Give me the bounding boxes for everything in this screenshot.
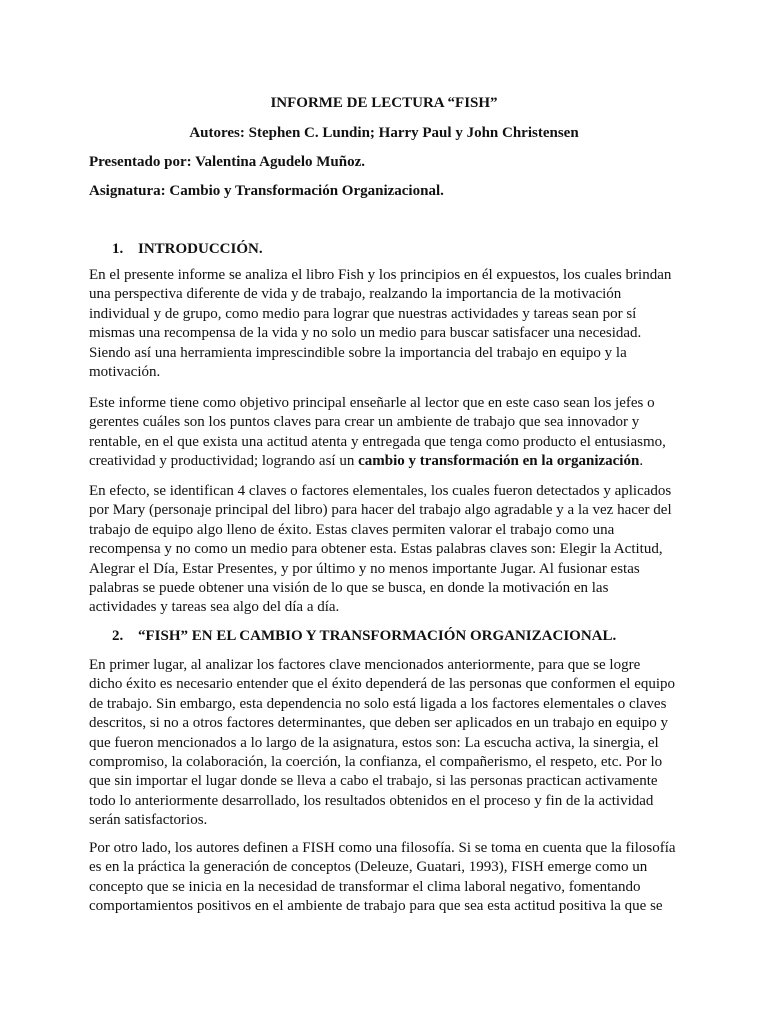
document-title: INFORME DE LECTURA “FISH”	[270, 95, 498, 111]
section-title: INTRODUCCIÓN.	[138, 241, 263, 257]
paragraph-line: concepto que se inicia en la necesidad de transformar el clima laboral negativo, fomentando	[89, 878, 641, 895]
paragraph	[89, 394, 679, 472]
section-title: “FISH” EN EL CAMBIO Y TRANSFORMACIÓN ORGANIZACIONAL.	[138, 628, 617, 644]
paragraph-line: descritos, si no a otros factores determinantes, que deben ser aplicados en un trabajo en equipo y	[89, 715, 668, 732]
paragraph	[89, 266, 679, 382]
paragraph-line-mixed	[89, 452, 679, 471]
paragraph-line: una perspectiva diferente de vida y de trabajo, realzando la importancia de la motivación	[89, 286, 622, 303]
presented-by-line: Presentado por: Valentina Agudelo Muñoz.	[89, 154, 365, 170]
section-number: 2.	[112, 628, 124, 644]
paragraph-line: recompensa y no como un medio para obtener esta. Estas palabras claves son: Elegir la Actitud,	[89, 541, 663, 558]
paragraph-line: que sin importar el lugar donde se lleva a cabo el trabajo, si las personas practican activamente	[89, 773, 658, 790]
paragraph-line: es en la práctica la generación de conceptos (Deleuze, Guatari, 1993), FISH emerge como un	[89, 859, 648, 876]
paragraph-line: palabras se puede obtener una visión de lo que se busca, en donde la motivación en las	[89, 579, 609, 596]
line-text: creatividad y productividad; logrando así un	[89, 453, 359, 470]
bold-emphasis: cambio y transformación en la organización	[358, 453, 640, 470]
paragraph-line: de trabajo. Sin embargo, esta dependencia no solo está ligada a los factores elementales o claves	[89, 695, 667, 712]
paragraph	[89, 839, 679, 917]
paragraph-line: gerentes cuáles son los puntos claves para crear un ambiente de trabajo que sea innovador y	[89, 414, 640, 431]
subject-line: Asignatura: Cambio y Transformación Organizacional.	[89, 183, 444, 199]
section-heading-fish	[112, 627, 616, 646]
paragraph-line: En el presente informe se analiza el libro Fish y los principios en él expuestos, los cuales brindan	[89, 267, 672, 283]
paragraph-line: serán satisfactorios.	[89, 812, 208, 829]
paragraph-line: comportamientos positivos en el ambiente de trabajo para que sea esta actitud positiva la que se	[89, 898, 663, 915]
paragraph-line: mismas una recompensa de la vida y no solo un medio para buscar satisfacer una necesidad.	[89, 325, 642, 342]
paragraph-line: Alegrar el Día, Estar Presentes, y por último y no menos importante Jugar. Al fusionar estas	[89, 560, 640, 577]
paragraph-line: dicho éxito es necesario entender que el éxito dependerá de las personas que conformen el equipo	[89, 676, 676, 693]
paragraph-line: individual y de grupo, como medio para lograr que nuestras actividades y tareas sean por sí	[89, 305, 637, 322]
paragraph-line: actividades y tareas sea algo del día a día.	[89, 599, 340, 616]
paragraph-line: por Mary (personaje principal del libro) para hacer del trabajo algo agradable y a la vez hacer del	[89, 502, 672, 519]
paragraph-line: trabajo de equipo algo lleno de éxito. Estas claves permiten valorar el trabajo como una	[89, 521, 615, 538]
paragraph-line: todo lo anteriormente desarrollado, los resultados obtenidos en el proceso y fin de la actividad	[89, 792, 654, 809]
paragraph-line: Este informe tiene como objetivo principal enseñarle al lector que en este caso sean los jefes o	[89, 395, 655, 411]
paragraph-line: compromiso, la colaboración, la coerción, la confianza, el compañerismo, el respeto, etc. Por lo	[89, 753, 663, 770]
paragraph-line: motivación.	[89, 363, 161, 380]
line-text: .	[639, 453, 644, 470]
paragraph-line: rentable, en el que exista una actitud atenta y entregada que tenga como producto el entusiasmo,	[89, 433, 666, 450]
paragraph	[89, 482, 679, 618]
paragraph	[89, 656, 679, 831]
paragraph-line: Por otro lado, los autores definen a FISH como una filosofía. Si se toma en cuenta que la filosofía	[89, 840, 676, 856]
paragraph-line: Siendo así una herramienta imprescindible sobre la importancia del trabajo en equipo y la	[89, 344, 627, 361]
paragraph-line: que fueron mencionados a lo largo de la asignatura, estos son: La escucha activa, la sinergia, el	[89, 734, 659, 751]
paragraph-line: En primer lugar, al analizar los factores clave mencionados anteriormente, para que se logre	[89, 657, 641, 673]
section-heading-introduccion	[112, 240, 263, 259]
authors-line: Autores: Stephen C. Lundin; Harry Paul y John Christensen	[189, 125, 579, 141]
section-number: 1.	[112, 241, 124, 257]
paragraph-line: En efecto, se identifican 4 claves o factores elementales, los cuales fueron detectados y aplicados	[89, 483, 672, 499]
